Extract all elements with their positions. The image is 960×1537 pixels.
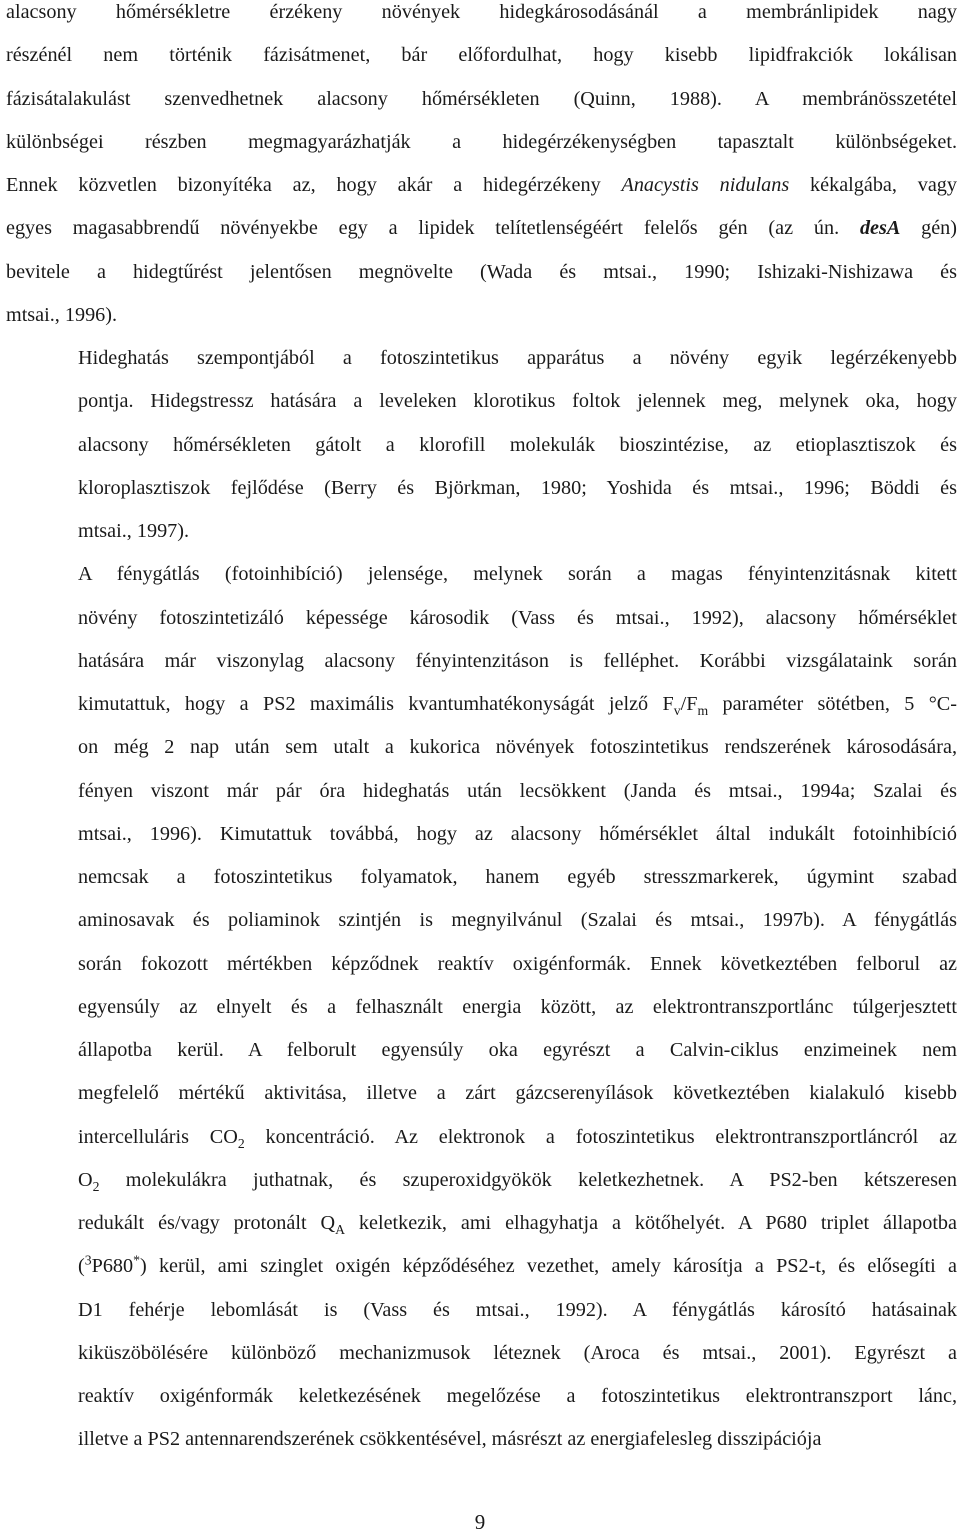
text-line: [6, 726, 957, 769]
text-line: [6, 597, 957, 640]
text-line: [6, 0, 957, 34]
text-run: keletkezik, ami elhagyhatja a kötőhelyét. A P680 triplet állapotba: [345, 1212, 957, 1234]
text-line: [6, 1332, 957, 1375]
text-run: redukált és/vagy protonált Q: [78, 1212, 336, 1234]
text-run: paraméter sötétben, 5 °C-: [708, 693, 957, 715]
paragraph-2: [6, 337, 957, 553]
text-line: [6, 1289, 957, 1332]
text-run: megfelelő mértékű aktivitása, illetve a zárt gázcserenyílások következtében kialakuló kisebb: [78, 1082, 957, 1105]
text-run: nemcsak a fotoszintetikus folyamatok, hanem egyéb stresszmarkerek, úgymint szabad: [78, 866, 957, 888]
text-line: [6, 424, 957, 467]
text-run: egyensúly az elnyelt és a felhasznált energia között, az elektrontranszportlánc túlgerjesztett: [78, 995, 957, 1018]
text-line: [6, 770, 957, 813]
text-line: [6, 1159, 957, 1202]
text-run: kloroplasztiszok fejlődése (Berry és Björkman, 1980; Yoshida és mtsai., 1996; Böddi és: [78, 476, 957, 499]
text-line: [6, 164, 957, 207]
text-run: fényen viszont már pár óra hideghatás után lecsökkent (Janda és mtsai., 1994a; Szalai és: [78, 779, 957, 802]
text-run: során fokozott mértékben képződnek reaktív oxigénformák. Ennek következtében felborul az: [78, 952, 957, 975]
text-run: on még 2 nap után sem utalt a kukorica növények fotoszintetikus rendszerének károsodására,: [78, 736, 957, 759]
text-line: [6, 207, 957, 250]
text-run: P680: [91, 1255, 134, 1278]
text-run: Ennek közvetlen bizonyítéka az, hogy akár a hidegérzékeny: [6, 174, 622, 196]
text-run-sub: v: [673, 703, 681, 719]
paragraph-3: [6, 553, 957, 1461]
text-run: reaktív oxigénformák keletkezésének megelőzése a fotoszintetikus elektrontranszport lánc,: [78, 1385, 957, 1407]
text-run: (: [78, 1255, 85, 1278]
text-line: [6, 1029, 957, 1072]
text-run: D1 fehérje lebomlását is (Vass és mtsai., 1992). A fénygátlás károsító hatásainak: [78, 1298, 957, 1321]
text-run: mtsai., 1996).: [6, 303, 118, 326]
text-run-sub: 2: [237, 1135, 245, 1151]
text-line: [6, 467, 957, 510]
text-run: koncentráció. Az elektronok a fotoszintetikus elektrontranszportláncról az: [244, 1125, 957, 1148]
text-line: [6, 380, 957, 423]
text-run: molekulákra juthatnak, és szuperoxidgyökök keletkezhetnek. A PS2-ben kétszeresen: [99, 1168, 957, 1191]
text-run: aminosavak és poliaminok szintjén is megnyilvánul (Szalai és mtsai., 1997b). A fénygátlás: [78, 909, 957, 932]
text-run: mtsai., 1997).: [78, 520, 190, 542]
text-run: bevitele a hidegtűrést jelentősen megnövelte (Wada és mtsai., 1990; Ishizaki-Nishizawa és: [6, 260, 957, 283]
document-page: [6, 0, 957, 1462]
text-line: [6, 553, 957, 596]
text-run: A fénygátlás (fotoinhibíció) jelensége, melynek során a magas fényintenzitásnak kitett: [78, 563, 957, 586]
text-line: [6, 813, 957, 856]
text-line: [6, 337, 957, 380]
text-run: kékalgába, vagy: [789, 174, 957, 196]
text-line: [6, 683, 957, 726]
text-line: [6, 78, 957, 121]
text-run: alacsony hőmérsékletre érzékeny növények hidegkárosodásánál a membránlipidek nagy: [6, 1, 957, 23]
text-run: pontja. Hidegstressz hatására a leveleken klorotikus foltok jelennek meg, melynek oka, hogy: [78, 390, 957, 413]
text-line: [6, 943, 957, 986]
text-line: [6, 1116, 957, 1159]
text-line: [6, 899, 957, 942]
text-line: [6, 121, 957, 164]
text-run: intercelluláris CO: [78, 1125, 238, 1148]
text-run: mtsai., 1996). Kimutattuk továbbá, hogy az alacsony hőmérséklet által indukált fotoinhibíció: [78, 822, 957, 845]
text-line: [6, 1375, 957, 1418]
text-run: egyes magasabbrendű növényekbe egy a lipidek telítetlenségéért felelős gén (az ún.: [6, 217, 860, 240]
text-line: [6, 251, 957, 294]
text-line: [6, 640, 957, 683]
text-run-sub: 2: [92, 1178, 100, 1194]
text-run: hatására már viszonylag alacsony fényintenzitáson is felléphet. Korábbi vizsgálataink során: [78, 649, 957, 672]
text-run: fázisátalakulást szenvedhetnek alacsony hőmérsékleten (Quinn, 1988). A membránösszetétel: [6, 87, 957, 110]
text-run: kiküszöbölésére különböző mechanizmusok léteznek (Aroca és mtsai., 2001). Egyrészt a: [78, 1341, 957, 1364]
text-run: alacsony hőmérsékleten gátolt a klorofill molekulák bioszintézise, az etioplasztiszok és: [78, 433, 957, 456]
text-run-sub: m: [697, 703, 709, 719]
text-run: kimutattuk, hogy a PS2 maximális kvantumhatékonyságát jelző F: [78, 693, 674, 715]
text-run: állapotba kerül. A felborult egyensúly oka egyrészt a Calvin-ciklus enzimeinek nem: [78, 1039, 957, 1061]
text-run: Hideghatás szempontjából a fotoszintetikus apparátus a növény egyik legérzékenyebb: [78, 347, 957, 369]
text-line: [6, 856, 957, 899]
text-line: [6, 510, 957, 553]
text-run: O: [78, 1168, 93, 1191]
text-run: ) kerül, ami szinglet oxigén képződéséhez vezethet, amely károsítja a PS2-t, és elősegíti a: [139, 1255, 957, 1278]
text-line: [6, 986, 957, 1029]
text-run: különbségei részben megmagyarázhatják a hidegérzékenységben tapasztalt különbségeket.: [6, 130, 957, 153]
text-run-i: Anacystis nidulans: [621, 174, 790, 196]
text-line: [6, 1245, 957, 1288]
text-run-sup: 3: [84, 1252, 92, 1268]
text-run: /F: [680, 693, 698, 715]
text-run: gén): [900, 217, 957, 240]
text-run: részénél nem történik fázisátmenet, bár előfordulhat, hogy kisebb lipidfrakciók lokálisan: [6, 44, 957, 67]
text-line: [6, 294, 957, 337]
text-run-sub: A: [335, 1222, 345, 1238]
text-run-sup: *: [133, 1252, 140, 1268]
paragraph-1: [6, 0, 957, 337]
text-run: növény fotoszintetizáló képessége károsodik (Vass és mtsai., 1992), alacsony hőmérséklet: [78, 606, 957, 629]
text-line: [6, 1418, 957, 1461]
page-number: 9: [474, 1510, 486, 1534]
text-line: [6, 34, 957, 77]
text-run: illetve a PS2 antennarendszerének csökkentésével, másrészt az energiafelesleg disszipációja: [78, 1428, 822, 1451]
text-run-bi: desA: [859, 217, 901, 240]
text-line: [6, 1202, 957, 1245]
text-line: [6, 1072, 957, 1115]
